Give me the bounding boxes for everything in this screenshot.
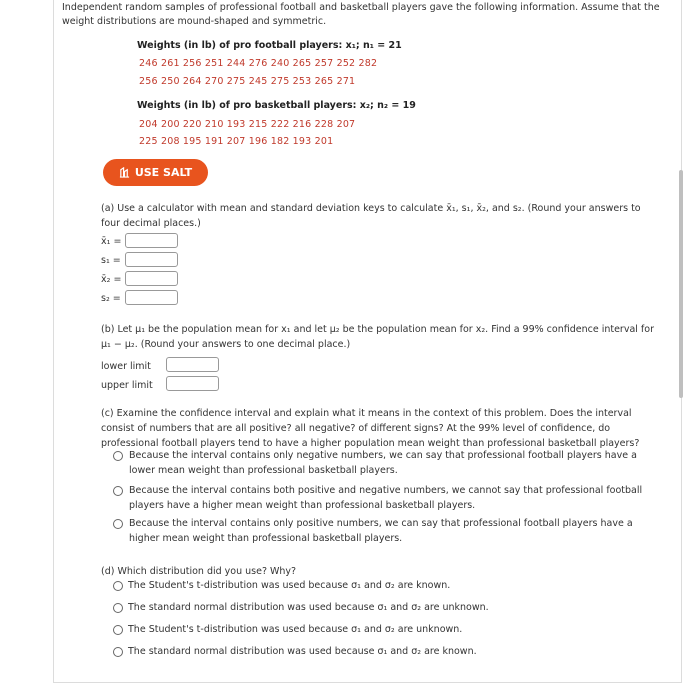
part-c-prompt: (c) Examine the confidence interval and explain what it means in the context of this problem. Does the interval consist of numbers that are all positive? all negative? of different signs? At the 99% level of confidence, do professional football players tend to have a higher population mean weight than professional basketball players? (101, 408, 640, 449)
lower-limit-label: lower limit (101, 361, 151, 372)
part-a-prompt: (a) Use a calculator with mean and standard deviation keys to calculate x̄₁, s₁, x̄₂, and s₂. (Round your answers to four decimal places.) (101, 203, 641, 229)
salt-icon (119, 167, 130, 178)
intro-text: Independent random samples of professional football and basketball players gave the following information. Assume that the weight distributions are mound-shaped and symmetric. (62, 2, 660, 27)
part-d-radio-4[interactable] (113, 647, 123, 657)
use-salt-label: USE SALT (134, 166, 193, 179)
xbar1-input[interactable] (125, 233, 178, 248)
part-c-radio-1[interactable] (113, 451, 123, 461)
xbar2-label: x̄₂ = (101, 274, 122, 285)
upper-limit-input[interactable] (166, 376, 219, 391)
part-c-radio-2[interactable] (113, 486, 123, 496)
s1-label: s₁ = (101, 255, 121, 266)
lower-limit-input[interactable] (166, 357, 219, 372)
part-d-radio-3[interactable] (113, 625, 123, 635)
use-salt-button[interactable] (103, 159, 208, 186)
upper-limit-label: upper limit (101, 380, 153, 391)
part-c-radio-3[interactable] (113, 519, 123, 529)
part-c-option-1[interactable]: Because the interval contains only negative numbers, we can say that professional football players have a lower mean weight than professional basketball players. (129, 450, 637, 476)
football-data-row-2: 256 250 264 270 275 245 275 253 265 271 (139, 76, 356, 87)
part-d-radio-1[interactable] (113, 581, 123, 591)
part-c-option-2[interactable]: Because the interval contains both positive and negative numbers, we cannot say that professional football players have a higher mean weight than professional basketball players. (129, 485, 643, 511)
part-d-radio-2[interactable] (113, 603, 123, 613)
part-d-prompt: (d) Which distribution did you use? Why? (101, 566, 297, 577)
part-d-option-1[interactable]: The Student's t-distribution was used because σ₁ and σ₂ are known. (128, 580, 451, 591)
part-b-prompt: (b) Let μ₁ be the population mean for x₁ and let μ₂ be the population mean for x₂. Find a 99% confidence interval for μ₁ − μ₂. (Round your answers to one decimal place.) (101, 324, 654, 350)
xbar1-label: x̄₁ = (101, 236, 122, 247)
part-d-option-2[interactable]: The standard normal distribution was used because σ₁ and σ₂ are unknown. (128, 602, 489, 613)
basketball-data-row-1: 204 200 220 210 193 215 222 216 228 207 (139, 119, 356, 130)
xbar2-input[interactable] (125, 271, 178, 286)
part-d-option-3[interactable]: The Student's t-distribution was used because σ₁ and σ₂ are unknown. (128, 624, 463, 635)
s2-input[interactable] (125, 290, 178, 305)
football-heading: Weights (in lb) of pro football players: x₁; n₁ = 21 (137, 40, 402, 51)
part-d-option-4[interactable]: The standard normal distribution was used because σ₁ and σ₂ are known. (128, 646, 477, 657)
basketball-data-row-2: 225 208 195 191 207 196 182 193 201 (139, 136, 334, 147)
basketball-heading: Weights (in lb) of pro basketball players: x₂; n₂ = 19 (137, 100, 416, 111)
scrollbar[interactable] (679, 170, 683, 398)
s1-input[interactable] (125, 252, 178, 267)
part-c-option-3[interactable]: Because the interval contains only positive numbers, we can say that professional football players have a higher mean weight than professional basketball players. (129, 518, 633, 544)
football-data-row-1: 246 261 256 251 244 276 240 265 257 252 282 (139, 58, 378, 69)
s2-label: s₂ = (101, 293, 121, 304)
